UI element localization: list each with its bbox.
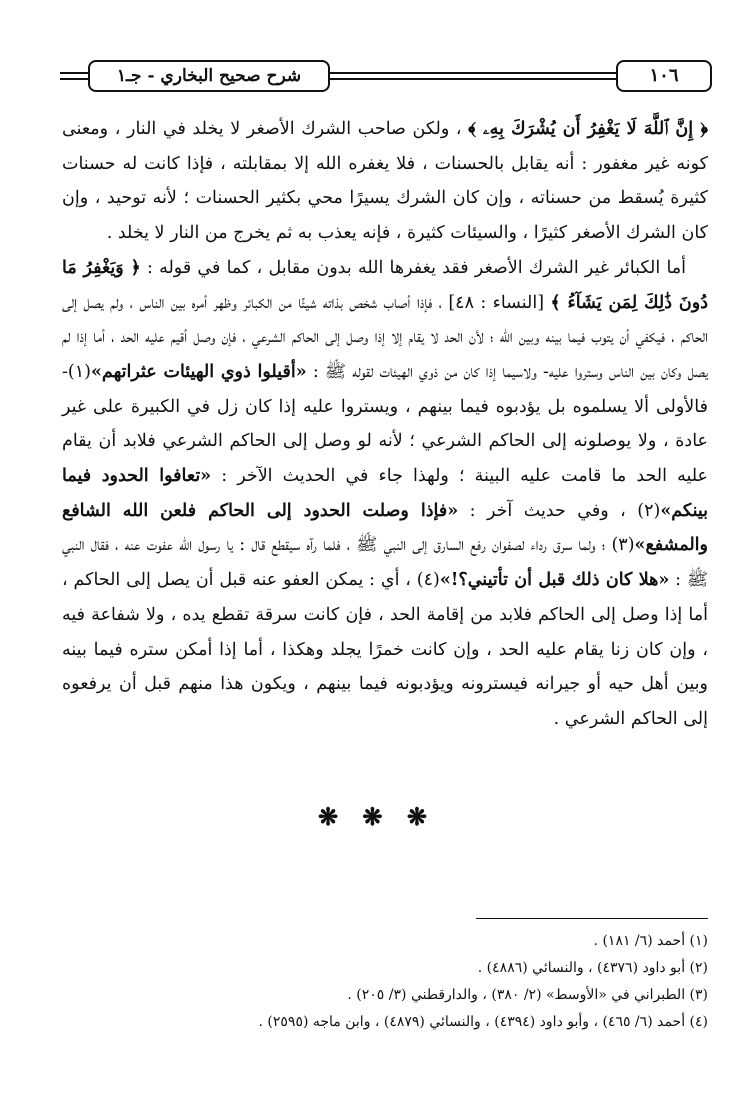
footnote: (١) أحمد (٦/ ١٨١) . [593,933,708,949]
text-run: ؛ ولما سرق رداء لصفوان رفع السارق إلى النبي ﷺ ، فلما رآه سيقطع قال : يا رسول الله عفوت عنه ، فقال النبي ﷺ : [62,535,709,591]
section-separator: ❋ ❋ ❋ [317,802,436,831]
text-run: ، وفي حديث آخر : [458,500,638,521]
text-run: (٢) [637,500,661,521]
running-title: شرح صحيح البخاري - جـ١ [88,60,330,92]
text-run: ، أي : يمكن العفو عنه قبل أن يصل إلى الحاكم ، أما إذا وصل إلى الحاكم فلابد من إقامة الحد ، فإن كانت سرقة تقطع يده ، ولا شفاعة فيه ، وإن كان زنا يقام عليه الحد ، وإن كانت خمرًا يجلد وهكذا ، أما إذا أمكن ستره فيما بينه وبين أهل حيه أو جيرانه فيسترونه ويؤدبونه فيما بينهم ، ويكون هذا منهم قبل أن يرفعوه إلى الحاكم الشرعي . [62,570,708,729]
footnote: (٢) أبو داود (٤٣٧٦) ، والنسائي (٤٨٨٦) . [477,960,708,976]
page-header [60,58,710,92]
text-run: أما الكبائر غير الشرك الأصغر فقد يغفرها الله بدون مقابل ، كما في قوله : [140,257,687,278]
quoted-text: «تعافوا الحدود فيما بينكم» [62,466,709,521]
quoted-text: «هلا كان ذلك قبل أن تأتيني؟!» [439,570,670,591]
page-number: ١٠٦ [616,60,712,92]
quoted-text: «فإذا وصلت الحدود إلى الحاكم فلعن الله الشافع والمشفع» [62,500,708,556]
main-text [62,112,708,737]
quoted-text: «أقيلوا ذوي الهيئات عثراتهم» [90,361,307,382]
text-run: ، ولكن صاحب الشرك الأصغر لا يخلد في النار ، ومعنى كونه غير مغفور : أنه يقابل بالحسنات ، فلا يغفره الله إلا بمقابلته ، فإذا كانت له حسنات كثيرة يُسقط من حسناته ، وإن كان الشرك يسيرًا محي بكثير الحسنات ؛ لأنه توحيد ، وإن كان الشرك الأصغر كثيرًا ، والسيئات كثيرة ، فإنه يعذب به ثم يخرج من النار لا يخلد . [62,119,708,244]
text-run: - فالأولى ألا يسلموه بل يؤدبوه فيما بينهم ، ويستروا عليه إذا كان زل في الكبيرة على غير عادة ، ولا يوصلونه إلى الحاكم الشرعي ؛ لأنه لو وصل إلى الحاكم الشرعي فلابد أن يقام عليه الحد ما قامت عليه البينة ؛ ولهذا جاء في الحديث الآخر : [62,361,708,487]
footnote: (٣) الطبراني في «الأوسط» (٢/ ٣٨٠) ، والدارقطني (٣/ ٢٠٥) . [347,987,708,1003]
header-rule [326,72,616,74]
header-rule [60,72,88,74]
quoted-text: ﴿ وَيَغْفِرُ مَا دُونَ ذَٰلِكَ لِمَن يَشَآءُ ﴾ [62,257,708,313]
header-rule [60,78,88,80]
paragraph [62,251,708,737]
footnotes [62,928,708,1036]
quoted-text: ﴿ إِنَّ ٱللَّهَ لَا يَغْفِرُ أَن يُشْرَكَ بِهِۦ ﴾ [468,119,708,139]
text-run: [النساء : ٤٨] ، فإذا أصاب شخص بذاته شيئًا من الكبائر وظهر أمره بين الناس ، ولم يصل إلى الحاكم ، فيكفي أن يتوب فيما بينه وبين الله ؛ لأن الحد لا يقام إلا إذا وصل إلى الحاكم الشرعي ، فإن وصل أقيم عليه الحد ، أما إذا لم يصل وكان بين الناس وستروا عليه- ولاسيما إذا كان من ذوي الهيئات لقوله ﷺ : [62,292,708,382]
header-rule [326,78,616,80]
paragraph [62,112,708,251]
text-run: (١) [67,361,91,382]
text-run: (٣) [611,535,635,556]
text-run: (٤) [416,570,440,591]
footnote-rule [476,918,708,919]
footnote: (٤) أحمد (٦/ ٤٦٥) ، وأبو داود (٤٣٩٤) ، والنسائي (٤٨٧٩) ، وابن ماجه (٢٥٩٥) . [258,1014,708,1030]
